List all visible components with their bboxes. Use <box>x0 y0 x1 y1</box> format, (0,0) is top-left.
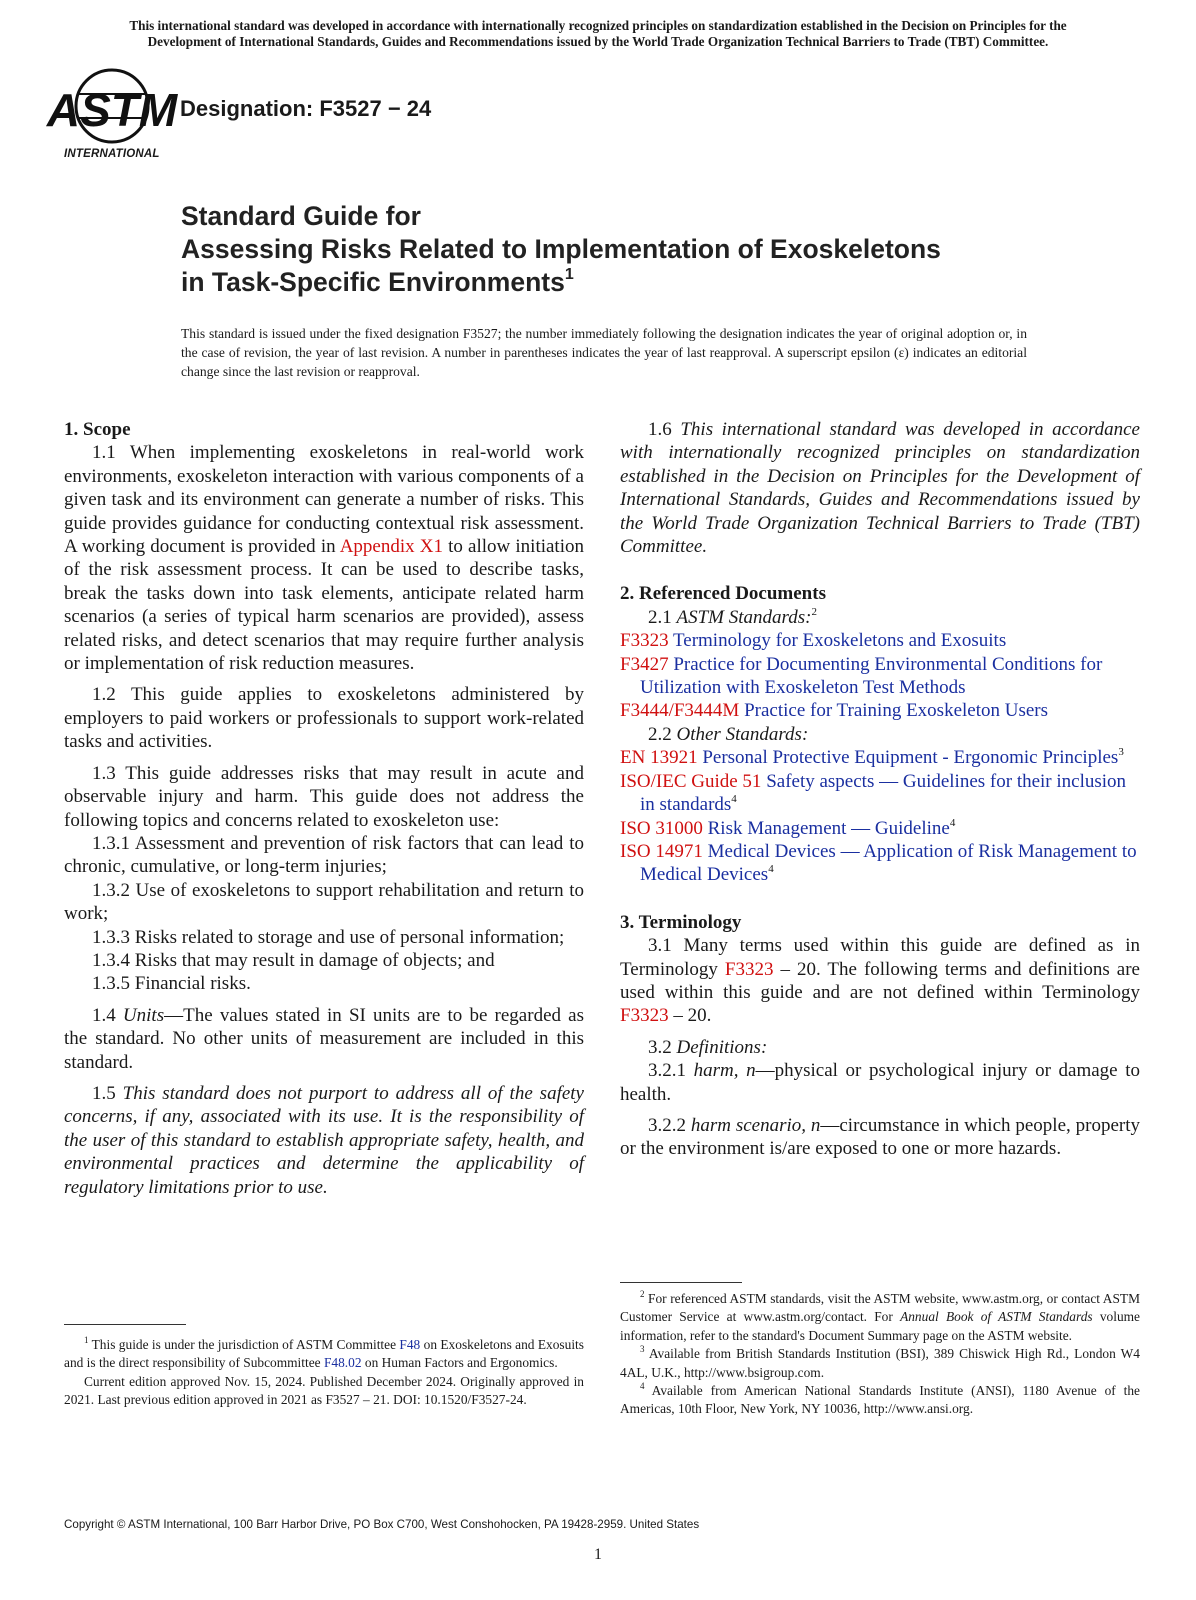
footnote-4: $^4$ Available from American National Standards Institute (ANSI), 1180 Avenue of the Americas, 10th Floor, New York, NY 10036, http://www.ansi.org. <box>620 1381 1140 1417</box>
footnotes-right <box>620 1290 1140 1419</box>
svg-text:ASTM: ASTM <box>46 84 178 136</box>
page-number: 1 <box>594 1546 602 1563</box>
right-column <box>620 418 1140 1161</box>
para-1-3-5: 1.3.5 Financial risks. <box>92 973 251 995</box>
para-3-2-2: 3.2.2 harm scenario, n—circumstance in which people, property or the environment is/are exposed to one or more hazards. <box>620 1114 1140 1160</box>
para-1-3-1: 1.3.1 Assessment and prevention of risk factors that can lead to chronic, cumulative, or long-term injuries; <box>64 832 584 878</box>
footnote-3: $^3$ Available from British Standards Institution (BSI), 389 Chiswick High Rd., London W4 4AL, U.K., http://www.bsigroup.com. <box>620 1344 1140 1380</box>
ref-f3444[interactable]: F3444/F3444M Practice for Training Exoskeleton Users <box>620 700 1049 722</box>
f48-link[interactable]: F48 <box>399 1337 421 1352</box>
title-line2: Assessing Risks Related to Implementation of Exoskeletons <box>181 234 941 264</box>
left-column <box>64 418 584 1199</box>
f3323-link-1[interactable]: F3323 <box>724 958 774 980</box>
terminology-heading: 3. Terminology <box>620 911 742 933</box>
f48-02-link[interactable]: F48.02 <box>323 1355 362 1371</box>
title-footnote-mark[interactable]: 1 <box>564 266 574 283</box>
para-2-1: 2.1 ASTM Standards:$^2$ <box>648 605 817 628</box>
para-1-6: 1.6 This international standard was developed in accordance with internationally recognized principles on standardization established in the Decision on Principles for the Development of International Standards, Guides and Recommendations issued by the World Trade Organization Technical Barriers to Trade (TBT) Committee. <box>620 419 1140 558</box>
footnotes-left <box>64 1336 584 1410</box>
ref-iso-14971[interactable]: ISO 14971 Medical Devices — Application of Risk Management to Medical Devices$^4$ <box>620 840 1137 886</box>
top-notice-line1: This international standard was developed in accordance with internationally recognized principles on standardization established in the Decision on Principles for the <box>129 18 1067 33</box>
para-1-3-4: 1.3.4 Risks that may result in damage of objects; and <box>92 949 495 971</box>
logo-international-text: INTERNATIONAL <box>64 148 160 160</box>
copyright-line: Copyright © ASTM International, 100 Barr Harbor Drive, PO Box C700, West Conshohocken, PA 19428-2959. United States <box>64 1518 700 1531</box>
document-title <box>181 200 941 299</box>
para-3-1: 3.1 Many terms used within this guide are defined as in Terminology F3323 – 20. The following terms and definitions are used within this guide and are not defined within Terminology F3323 – 20. <box>620 935 1140 1027</box>
ref-iso-iec-guide-51[interactable]: ISO/IEC Guide 51 Safety aspects — Guidelines for their inclusion in standards$^4$ <box>620 770 1127 816</box>
para-2-2: 2.2 Other Standards: <box>648 723 809 745</box>
para-1-3: 1.3 This guide addresses risks that may result in acute and observable injury and harm. This guide does not address the following topics and concerns related to exoskeleton use: <box>64 762 584 831</box>
para-1-2: 1.2 This guide applies to exoskeletons administered by employers to paid workers or professionals to support work-related tasks and activities. <box>64 684 584 753</box>
footnote-rule-left <box>64 1324 186 1325</box>
para-1-3-2: 1.3.2 Use of exoskeletons to support rehabilitation and return to work; <box>64 879 584 925</box>
top-notice-line2: Development of International Standards, Guides and Recommendations issued by the World Trade Organization Technical Barriers to Trade (TBT) Committee. <box>147 34 1049 49</box>
astm-logo <box>46 66 178 168</box>
para-1-3-3: 1.3.3 Risks related to storage and use of personal information; <box>92 926 565 948</box>
footnote-rule-right <box>620 1282 742 1283</box>
footnote-1-approval: Current edition approved Nov. 15, 2024. Published December 2024. Originally approved in 2021. Last previous edition approved in 2021 as F3527 – 21. DOI: 10.1520/F3527-24. <box>64 1373 584 1408</box>
issue-note: This standard is issued under the fixed designation F3527; the number immediately following the designation indicates the year of original adoption or, in the case of revision, the year of last revision. A number in parentheses indicates the year of last reapproval. A superscript epsilon (ε) indicates an editorial change since the last revision or reapproval. <box>181 326 1027 379</box>
para-1-5: 1.5 This standard does not purport to address all of the safety concerns, if any, associated with its use. It is the responsibility of the user of this standard to establish appropriate safety, health, and environmental practices and determine the applicability of regulatory limitations prior to use. <box>64 1082 584 1198</box>
scope-heading: 1. Scope <box>64 419 131 440</box>
footnote-1: $^1$ This guide is under the jurisdiction of ASTM Committee F48 on Exoskeletons and Exosuits and is the direct responsibility of Subcommittee F48.02 on Human Factors and Ergonomics. <box>64 1335 584 1371</box>
para-3-2-1: 3.2.1 harm, n—physical or psychological injury or damage to health. <box>620 1060 1140 1105</box>
ref-f3323[interactable]: F3323 Terminology for Exoskeletons and Exosuits <box>620 630 1007 652</box>
ref-f3427[interactable]: F3427 Practice for Documenting Environmental Conditions for Utilization with Exoskeleton Test Methods <box>620 653 1103 699</box>
astm-logo-icon <box>46 66 178 146</box>
designation: Designation: F3527 − 24 <box>180 96 432 121</box>
title-line1: Standard Guide for <box>181 201 421 231</box>
ref-iso-31000[interactable]: ISO 31000 Risk Management — Guideline$^4$ <box>620 816 956 839</box>
f3323-link-2[interactable]: F3323 <box>620 1005 669 1027</box>
appendix-x1-link[interactable]: Appendix X1 <box>339 536 443 558</box>
para-1-4: 1.4 Units—The values stated in SI units are to be regarded as the standard. No other units of measurement are included in this standard. <box>64 1004 584 1073</box>
footnote-2: $^2$ For referenced ASTM standards, visit the ASTM website, www.astm.org, or contact ASTM Customer Service at www.astm.org/contact. For Annual Book of ASTM Standards volume information, refer to the standard's Document Summary page on the ASTM website. <box>620 1289 1140 1343</box>
top-notice <box>60 18 1136 50</box>
para-1-1: 1.1 When implementing exoskeletons in real-world work environments, exoskeleton interaction with various components of a given task and its environment can generate a number of risks. This guide provides guidance for conducting contextual risk assessment. A working document is provided in Appendix X1 to allow initiation of the risk assessment process. It can be used to describe tasks, break the tasks down into task elements, anticipate related harm scenarios (a series of typical harm scenarios are provided), assess related risks, and detect scenarios that may require further analysis or implementation of risk reduction measures. <box>64 442 584 675</box>
ref-en-13921[interactable]: EN 13921 Personal Protective Equipment - Ergonomic Principles$^3$ <box>620 746 1124 769</box>
para-3-2: 3.2 Definitions: <box>648 1036 768 1058</box>
referenced-documents-heading: 2. Referenced Documents <box>620 583 826 605</box>
title-line3: in Task-Specific Environments$^1$ <box>181 266 574 297</box>
